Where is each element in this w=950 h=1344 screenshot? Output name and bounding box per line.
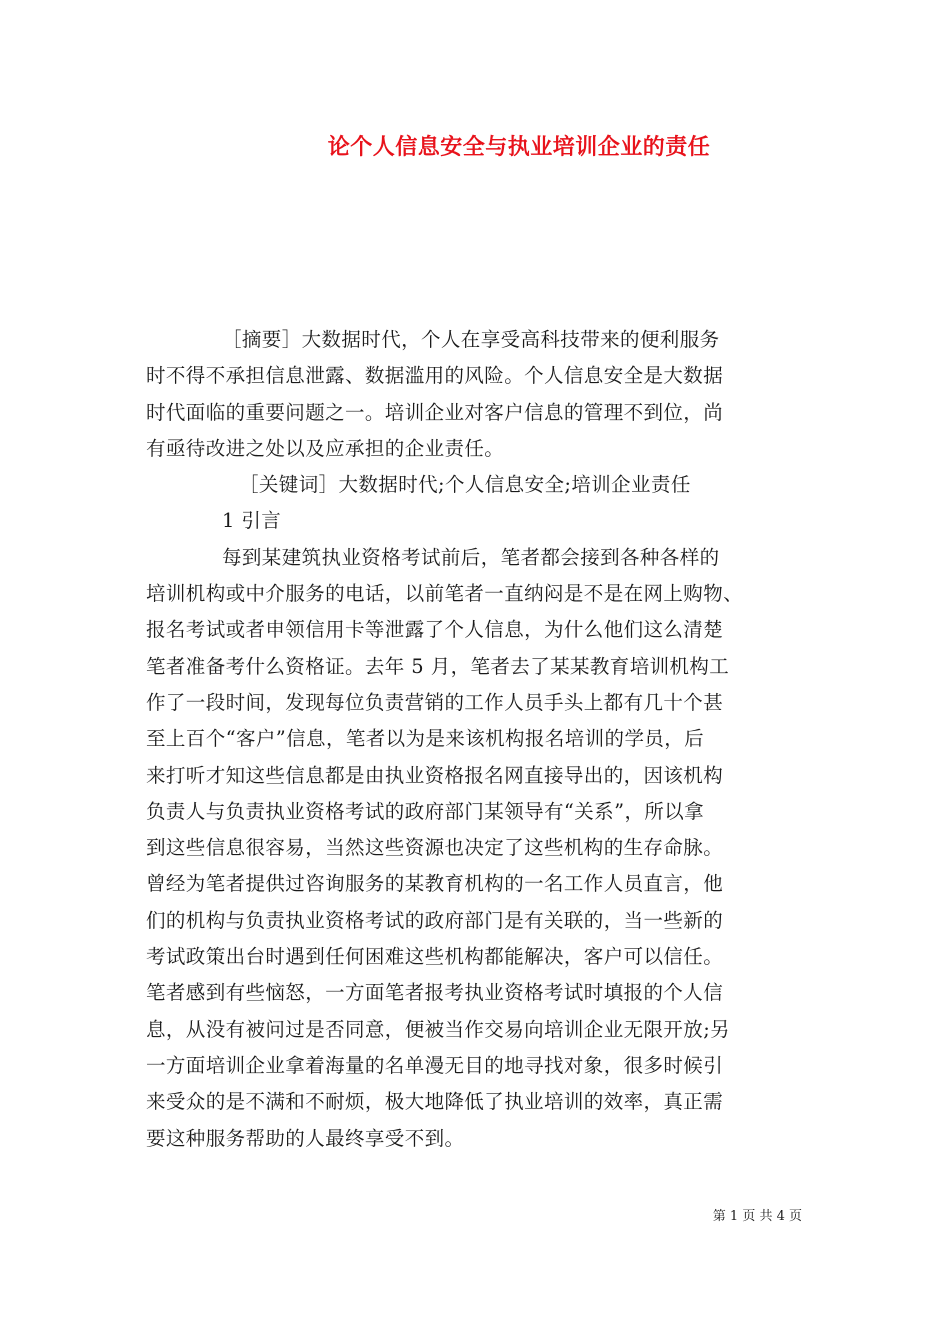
paragraph-line: 报名考试或者申领信用卡等泄露了个人信息，为什么他们这么清楚: [146, 618, 724, 642]
paragraph-line: 曾经为笔者提供过咨询服务的某教育机构的一名工作人员直言，他: [146, 872, 724, 896]
keywords-line: ［关键词］大数据时代;个人信息安全;培训企业责任: [239, 473, 691, 497]
abstract-line: ［摘要］大数据时代，个人在享受高科技带来的便利服务: [222, 328, 720, 351]
paragraph-line: 考试政策出台时遇到任何困难这些机构都能解决，客户可以信任。: [146, 945, 724, 969]
paragraph-line: 息，从没有被问过是否同意，便被当作交易向培训企业无限开放;另: [146, 1017, 731, 1041]
abstract-line: 时不得不承担信息泄露、数据滥用的风险。个人信息安全是大数据: [146, 364, 724, 388]
paragraph-line: 每到某建筑执业资格考试前后，笔者都会接到各种各样的: [222, 545, 720, 569]
paragraph-line: 一方面培训企业拿着海量的名单漫无目的地寻找对象，很多时候引: [146, 1053, 724, 1077]
abstract-line: 有亟待改进之处以及应承担的企业责任。: [146, 436, 505, 460]
document-body: [146, 322, 810, 1157]
document-title: 论个人信息安全与执业培训企业的责任: [327, 134, 711, 160]
paragraph-line: 笔者感到有些恼怒，一方面笔者报考执业资格考试时填报的个人信: [146, 981, 724, 1005]
paragraph-line: 培训机构或中介服务的电话，以前笔者一直纳闷是不是在网上购物、: [146, 582, 744, 606]
abstract-line: 时代面临的重要问题之一。培训企业对客户信息的管理不到位，尚: [146, 400, 724, 424]
paragraph-line: 要这种服务帮助的人最终享受不到。: [146, 1126, 465, 1150]
paragraph-line: 来打听才知这些信息都是由执业资格报名网直接导出的，因该机构: [146, 763, 724, 787]
paragraph-line: 笔者准备考什么资格证。去年 5 月，笔者去了某某教育培训机构工: [146, 654, 730, 678]
paragraph-line: 至上百个“客户”信息，笔者以为是来该机构报名培训的学员，后: [146, 727, 705, 751]
paragraph-line: 作了一段时间，发现每位负责营销的工作人员手头上都有几十个甚: [146, 690, 724, 714]
paragraph-line: 负责人与负责执业资格考试的政府部门某领导有“关系”，所以拿: [146, 799, 705, 823]
section-heading: 1 引言: [222, 509, 282, 533]
paragraph-line: 们的机构与负责执业资格考试的政府部门是有关联的，当一些新的: [146, 908, 724, 932]
paragraph-line: 来受众的是不满和不耐烦，极大地降低了执业培训的效率，真正需: [146, 1090, 724, 1114]
paragraph-line: 到这些信息很容易，当然这些资源也决定了这些机构的生存命脉。: [146, 836, 724, 860]
page-number-footer: 第 1 页 共 4 页: [712, 1209, 802, 1224]
